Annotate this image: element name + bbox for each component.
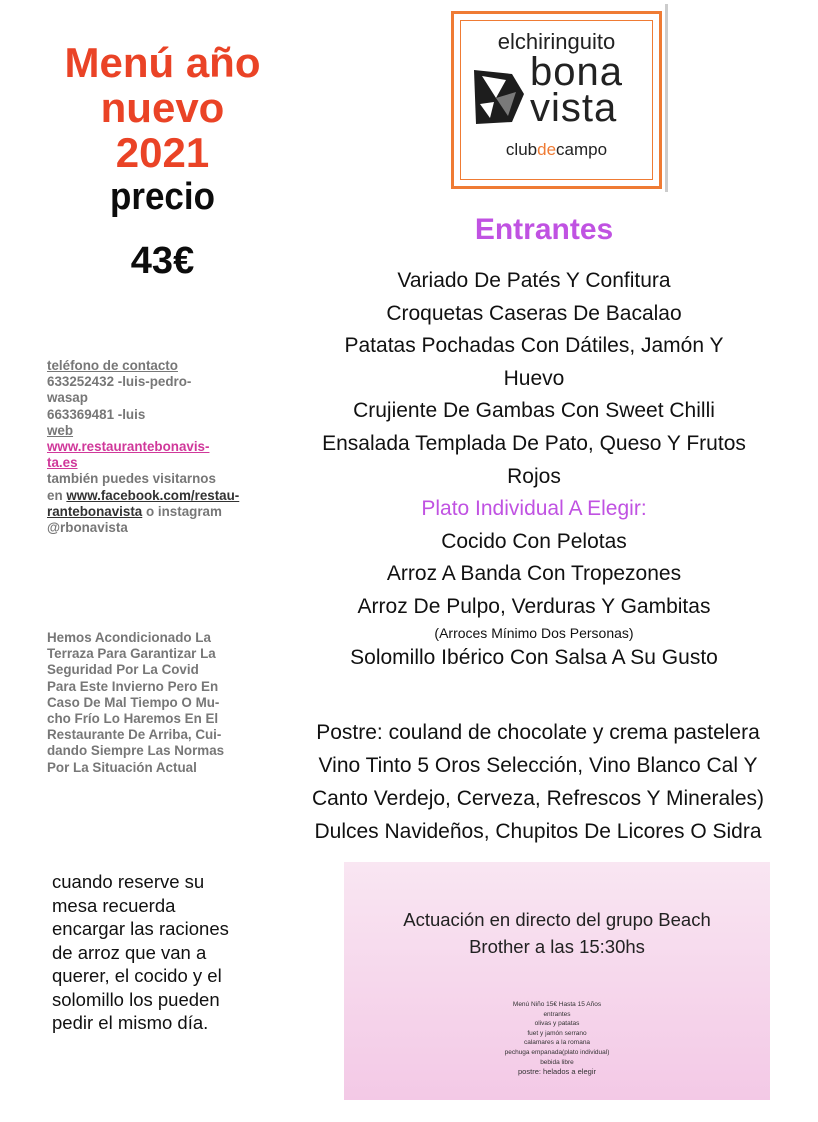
menu-title bbox=[30, 40, 295, 175]
entrantes-heading: Entrantes bbox=[474, 213, 614, 246]
extras-line: Canto Verdejo, Cerveza, Refrescos Y Minerales) bbox=[311, 787, 765, 810]
entrante-item: Patatas Pochadas Con Dátiles, Jamón Y bbox=[344, 334, 724, 358]
logo-campo-text: campo bbox=[556, 140, 608, 159]
en-text: en bbox=[47, 487, 63, 503]
instagram-label: o instagram bbox=[146, 503, 222, 519]
facebook-line-1 bbox=[47, 488, 247, 504]
contact-heading: teléfono de contacto bbox=[47, 358, 178, 373]
live-music-line-1: Actuación en directo del grupo Beach bbox=[403, 909, 711, 930]
plato-item: Arroz A Banda Con Tropezones bbox=[386, 562, 682, 586]
restaurant-logo bbox=[451, 11, 662, 189]
note-line: solomillo los pueden bbox=[52, 988, 220, 1010]
entrante-item: Rojos bbox=[507, 464, 561, 488]
kids-menu-line: pechuga empanada(plato individual) bbox=[504, 1048, 610, 1056]
note-line: pedir el mismo día. bbox=[52, 1012, 209, 1033]
terrace-line: dando Siempre Las Normas bbox=[47, 743, 225, 759]
terrace-line: Hemos Acondicionado La bbox=[47, 630, 211, 645]
arroces-note: (Arroces Mínimo Dos Personas) bbox=[434, 624, 634, 641]
entrante-item: Huevo bbox=[503, 366, 565, 390]
live-music-box bbox=[344, 862, 770, 1100]
title-line-2: nuevo bbox=[100, 84, 225, 131]
note-line: querer, el cocido y el bbox=[52, 965, 222, 986]
terrace-line: Para Este Invierno Pero En bbox=[47, 678, 219, 694]
terrace-line: Terraza Para Garantizar La bbox=[47, 646, 216, 662]
logo-mark-icon bbox=[472, 64, 526, 126]
facebook-link-part-2[interactable]: rantebonavista bbox=[47, 503, 143, 519]
title-line-3: 2021 bbox=[115, 129, 210, 176]
logo-vista-text: vista bbox=[530, 86, 618, 130]
instagram-handle: @rbonavista bbox=[47, 520, 128, 536]
entrante-item: Variado De Patés Y Confitura bbox=[397, 269, 671, 292]
kids-menu-line: entrantes bbox=[543, 1010, 571, 1018]
reservation-note bbox=[52, 870, 262, 1035]
phone-1-line-1: 633252432 -luis-pedro- bbox=[47, 374, 192, 390]
logo-club-text: club bbox=[505, 140, 538, 159]
menu-extras bbox=[258, 716, 818, 848]
logo-shadow bbox=[665, 4, 668, 192]
kids-menu-line: fuet y jamón serrano bbox=[527, 1029, 587, 1037]
note-line: de arroz que van a bbox=[52, 941, 207, 963]
phone-1-line-2: wasap bbox=[47, 390, 88, 406]
entrante-item: Ensalada Templada De Pato, Queso Y Frutos bbox=[322, 431, 746, 455]
kids-menu-line: bebida libre bbox=[540, 1058, 574, 1066]
note-line: encargar las raciones bbox=[52, 918, 229, 939]
plato-item: Arroz De Pulpo, Verduras Y Gambitas bbox=[357, 594, 711, 618]
kids-menu-line: Menú Niño 15€ Hasta 15 Años bbox=[512, 1001, 602, 1008]
plato-item: Solomillo Ibérico Con Salsa A Su Gusto bbox=[350, 645, 718, 669]
phone-2: 663369481 -luis bbox=[47, 406, 146, 422]
kids-menu-line: olivas y patatas bbox=[534, 1020, 580, 1028]
kids-menu bbox=[344, 1000, 770, 1077]
terrace-line: Seguridad Por La Covid bbox=[47, 662, 199, 678]
title-line-1: Menú año bbox=[64, 39, 261, 86]
note-line: mesa recuerda bbox=[52, 894, 176, 916]
web-label: web bbox=[47, 422, 74, 438]
facebook-line-2 bbox=[47, 504, 247, 520]
extras-line: Postre: couland de chocolate y crema pastelera bbox=[316, 721, 760, 744]
terrace-line: Por La Situación Actual bbox=[47, 759, 197, 775]
visit-text: también puedes visitarnos bbox=[47, 471, 216, 487]
kids-menu-line: calamares a la romana bbox=[523, 1039, 591, 1047]
entrante-item: Croquetas Caseras De Bacalao bbox=[386, 301, 682, 325]
contact-info bbox=[47, 358, 247, 536]
entrante-item: Crujiente De Gambas Con Sweet Chilli bbox=[353, 399, 715, 423]
terrace-line: Caso De Mal Tiempo O Mu- bbox=[47, 694, 220, 710]
price-value: 43€ bbox=[130, 240, 195, 282]
terrace-notice bbox=[47, 630, 257, 776]
extras-line: Vino Tinto 5 Oros Selección, Vino Blanco Cal Y bbox=[318, 754, 758, 777]
facebook-link-part-1[interactable]: www.facebook.com/restau- bbox=[66, 487, 240, 503]
plato-item: Cocido Con Pelotas bbox=[441, 529, 627, 553]
logo-bona-text: bona bbox=[530, 50, 623, 94]
logo-bottom-text bbox=[454, 140, 659, 160]
plato-heading: Plato Individual A Elegir: bbox=[421, 497, 647, 521]
website-link-line-1[interactable]: www.restaurantebonavis- bbox=[47, 439, 210, 455]
extras-line: Dulces Navideños, Chupitos De Licores O Sidra bbox=[314, 820, 762, 843]
live-music-line-2: Brother a las 15:30hs bbox=[469, 936, 645, 957]
menu-list bbox=[260, 265, 808, 674]
logo-top-text: elchiringuito bbox=[497, 29, 616, 54]
live-music-text bbox=[344, 906, 770, 960]
logo-de-text: de bbox=[537, 140, 557, 159]
terrace-line: cho Frío Lo Haremos En El bbox=[47, 711, 219, 727]
price-label: precio bbox=[110, 176, 215, 218]
kids-menu-dessert: postre: helados a elegir bbox=[518, 1067, 596, 1077]
website-link-line-2[interactable]: ta.es bbox=[47, 455, 78, 471]
note-line: cuando reserve su bbox=[52, 871, 205, 892]
terrace-line: Restaurante De Arriba, Cui- bbox=[47, 727, 222, 743]
